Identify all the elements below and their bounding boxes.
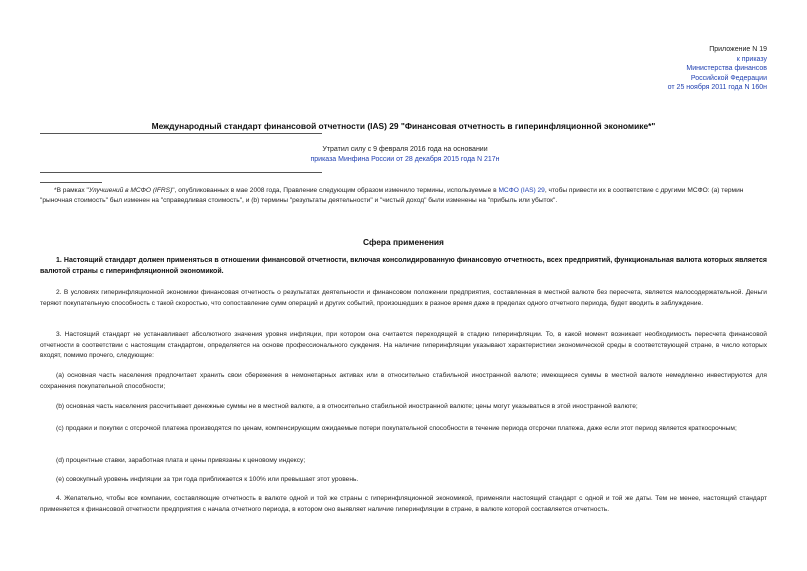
footnote-standard-link[interactable]: МСФО (IAS) 29 [498, 187, 545, 194]
footnote-text-1: *В рамках " [54, 187, 89, 194]
paragraph-2: 2. В условиях гиперинфляционной экономики финансовая отчетность о результатах деятельности и финансовом положении предприятия, составленная в местной валюте без пересчета, является малосодержательной. Деньги теряют покупательную способность с такой скоростью, что сопоставление сумм операций и других событий, произошедших в разное время даже в пределах одного отчетного периода, будет вводить в заблуждение. [40, 289, 767, 307]
footnote-text-3: , чтобы привести их в соответствие с другими МСФО: (а) термин "рыночная стоимость" был изменен на "справедливая стоимость", и (b) термины "результаты деятельности" и "чистый доход" были изменены на "прибыль или убыток". [40, 187, 744, 204]
appendix-order-link[interactable]: к приказу [736, 55, 767, 63]
footnote [40, 186, 767, 206]
paragraph-1: 1. Настоящий стандарт должен применяться в отношении финансовой отчетности, включая консолидированную финансовую отчетность, всех предприятий, функциональная валюта которых является валютой страны с гиперинфляционной экономикой. [40, 257, 767, 275]
status-divider [40, 172, 322, 173]
paragraph-4: 4. Желательно, чтобы все компании, составляющие отчетность в валюте одной и той же страны с гиперинфляционной экономикой, применяли настоящий стандарт с одной и той же даты. Тем не менее, настоящий стандарт применяется к финансовой отчетности предприятия с начала отчетного периода, в котором оно выявляет наличие гиперинфляции в стране, в валюте которой составляется отчетность. [40, 495, 767, 513]
paragraph-3d: (d) процентные ставки, заработная плата и цены привязаны к ценовому индексу; [56, 457, 306, 464]
paragraph-3c: (c) продажи и покупки с отсрочкой платежа производятся по ценам, компенсирующим ожидаемые потери покупательной способности в течение периода отсрочки платежа, даже если этот период является краткосрочным; [56, 425, 737, 432]
status-order-link[interactable]: приказа Минфина России от 28 декабря 2015 года N 217н [310, 156, 500, 163]
footnote-italic: Улучшений в МСФО (IFRS) [88, 187, 173, 194]
appendix-ministry-link[interactable]: Министерства финансов [686, 65, 767, 73]
paragraph-3b: (b) основная часть населения рассчитывает денежные суммы не в местной валюте, а в относительно стабильной иностранной валюте; цены могут указываться в этой иностранной валюте; [56, 403, 638, 410]
status-text: Утратил силу с 9 февраля 2016 года на основании [322, 146, 488, 153]
document-title: Международный стандарт финансовой отчетности (IAS) 29 "Финансовая отчетность в гиперинфляционной экономике*" [151, 121, 656, 131]
footnote-divider [40, 182, 102, 183]
paragraph-3: 3. Настоящий стандарт не устанавливает абсолютного значения уровня инфляции, при котором она считается переходящей в стадию гиперинфляции. То, в какой момент возникает необходимость пересчета финансовой отчетности в соответствии с настоящим стандартом, определяется на основе профессионального суждения. На наличие гиперинфляции указывают характеристики экономической среды в соответствующей стране, в число которых входят, помимо прочего, следующие: [40, 331, 767, 360]
paragraph-3a: (a) основная часть населения предпочитает хранить свои сбережения в немонетарных активах или в относительно стабильной иностранной валюте; имеющиеся суммы в местной валюте немедленно инвестируются для сохранения покупательной способности; [40, 372, 767, 390]
status-note [200, 145, 610, 165]
appendix-number: Приложение N 19 [709, 46, 767, 53]
appendix-country-link[interactable]: Российской Федерации [690, 74, 767, 82]
appendix-date-link[interactable]: от 25 ноября 2011 года N 160н [667, 84, 767, 92]
appendix-header [567, 45, 767, 93]
section-heading: Сфера применения [363, 237, 444, 247]
paragraph-3e: (e) совокупный уровень инфляции за три года приближается к 100% или превышает этот уровень. [56, 476, 359, 483]
footnote-text-2: ", опубликованных в мае 2008 года, Правление следующим образом изменило термины, используемые в [172, 187, 499, 194]
title-divider [40, 133, 322, 134]
